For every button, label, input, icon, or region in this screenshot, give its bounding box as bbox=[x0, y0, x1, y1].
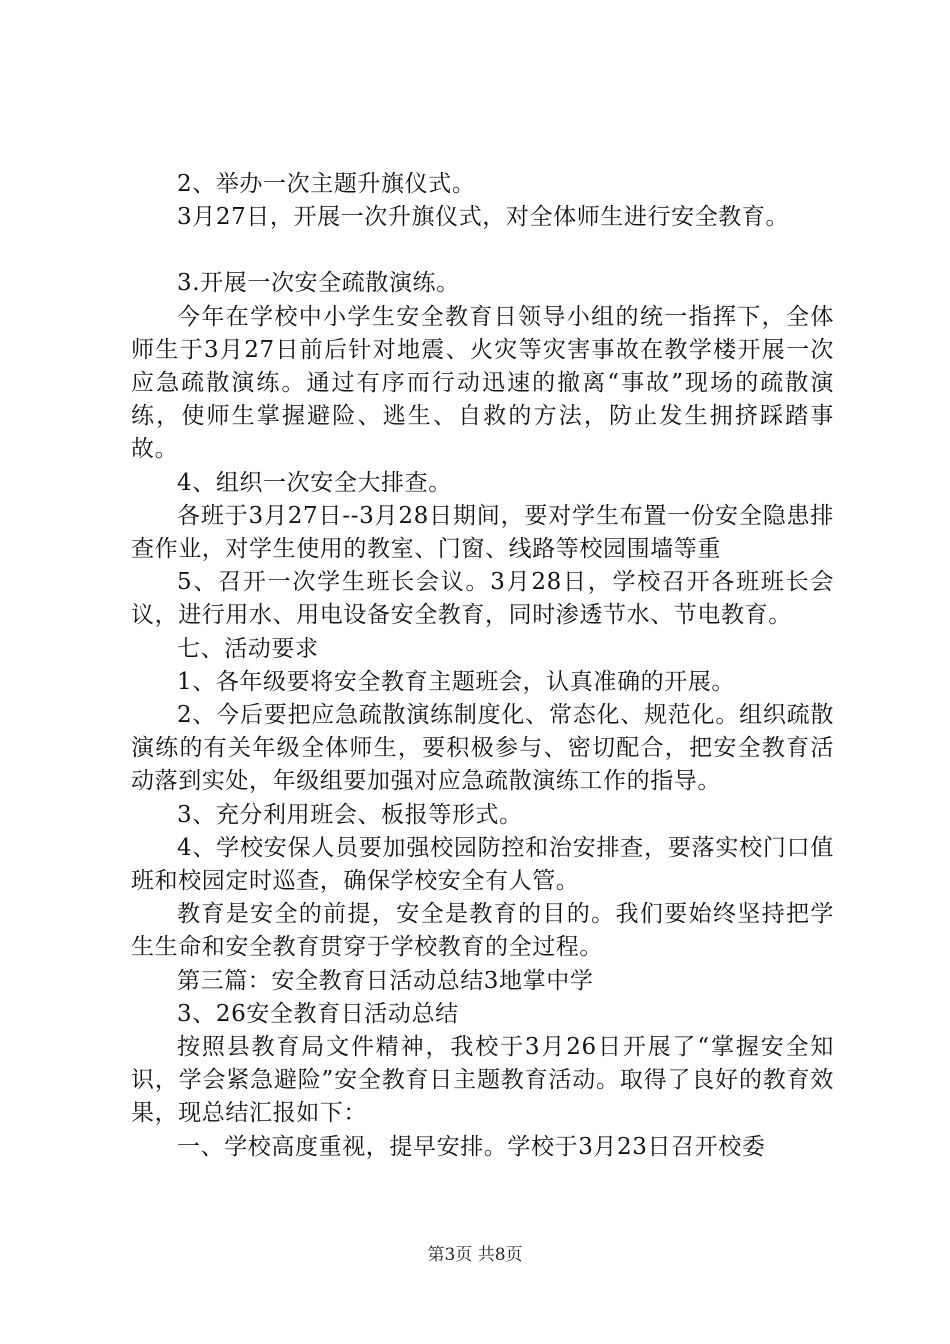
page-number-footer: 第3页 共8页 bbox=[427, 1245, 523, 1265]
section-heading-requirements: 七、活动要求 bbox=[177, 635, 319, 662]
paragraph-requirement-3: 3、充分利用班会、板报等形式。 bbox=[177, 801, 523, 828]
paragraph-evacuation-detail: 今年在学校中小学生安全教育日领导小组的统一指挥下，全体师生于3月27日前后针对地震、火灾等灾害事故在教学楼开展一次应急疏散演练。通过有序而行动迅速的撤离“事故”现场的疏散演练，使师生掌握避险、逃生、自救的方法，防止发生拥挤踩踏事故。 bbox=[131, 303, 834, 463]
paragraph-summary-intro: 按照县教育局文件精神，我校于3月26日开展了“掌握安全知识，学会紧急避险”安全教育日主题教育活动。取得了良好的教育效果，现总结汇报如下： bbox=[131, 1034, 834, 1127]
paragraph-requirement-1: 1、各年级要将安全教育主题班会，认真准确的开展。 bbox=[177, 668, 736, 695]
paragraph-evacuation-heading: 3.开展一次安全疏散演练。 bbox=[177, 270, 460, 297]
document-body bbox=[131, 168, 834, 1164]
paragraph-flag-ceremony-detail: 3月27日，开展一次升旗仪式，对全体师生进行安全教育。 bbox=[177, 204, 790, 231]
paragraph-inspection-heading: 4、组织一次安全大排查。 bbox=[177, 469, 452, 496]
chapter-heading-part-three: 第三篇：安全教育日活动总结3地掌中学 bbox=[177, 967, 594, 994]
paragraph-requirement-4: 4、学校安保人员要加强校园防控和治安排查，要落实校门口值班和校园定时巡查，确保学校安全有人管。 bbox=[131, 834, 834, 895]
paragraph-inspection-detail: 各班于3月27日--3月28日期间，要对学生布置一份安全隐患排查作业，对学生使用的教室、门窗、线路等校园围墙等重 bbox=[131, 502, 834, 563]
blank-line bbox=[131, 234, 834, 267]
paragraph-conclusion: 教育是安全的前提，安全是教育的目的。我们要始终坚持把学生生命和安全教育贯穿于学校教育的全过程。 bbox=[131, 901, 834, 961]
paragraph-requirement-2: 2、今后要把应急疏散演练制度化、常态化、规范化。组织疏散演练的有关年级全体师生，要积极参与、密切配合，把安全教育活动落到实处，年级组要加强对应急疏散演练工作的指导。 bbox=[131, 702, 834, 795]
paragraph-monitor-meeting: 5、召开一次学生班长会议。3月28日，学校召开各班班长会议，进行用水、用电设备安全教育，同时渗透节水、节电教育。 bbox=[131, 569, 834, 629]
paragraph-flag-ceremony-heading: 2、举办一次主题升旗仪式。 bbox=[177, 171, 476, 197]
section-heading-summary: 3、26安全教育日活动总结 bbox=[177, 1000, 459, 1027]
paragraph-school-emphasis: 一、学校高度重视，提早安排。学校于3月23日召开校委 bbox=[177, 1133, 766, 1160]
